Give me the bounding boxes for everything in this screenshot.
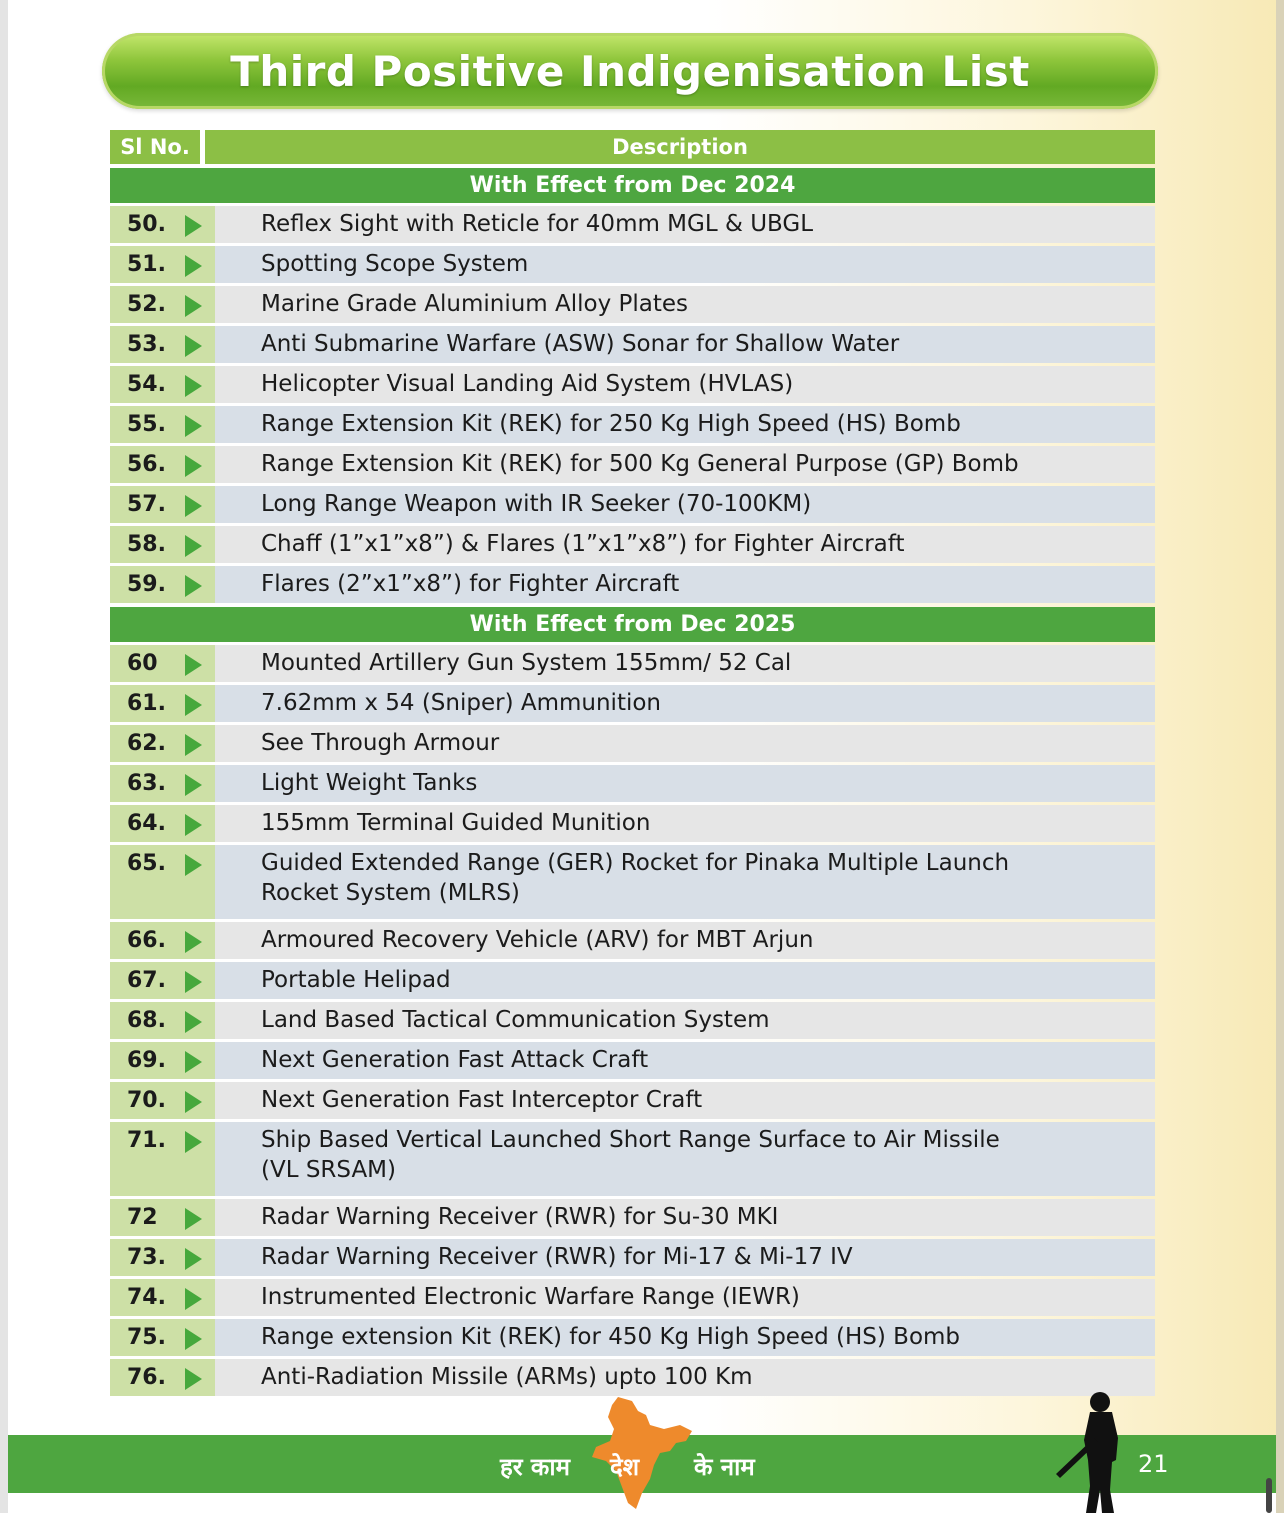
table-row: [110, 246, 1155, 283]
arrow-right-icon: [185, 654, 202, 676]
sl-no-cell: [110, 1239, 215, 1276]
sl-no-cell: [110, 922, 215, 959]
sl-no-cell: [110, 1042, 215, 1079]
description-text: Anti-Radiation Missile (ARMs) upto 100 Km: [261, 1364, 753, 1390]
sl-no-cell: [110, 1279, 215, 1316]
table-row: [110, 566, 1155, 603]
table-row: [110, 1002, 1155, 1039]
description-text: 7.62mm x 54 (Sniper) Ammunition: [261, 690, 662, 716]
section-heading: With Effect from Dec 2024: [110, 168, 1155, 203]
description-cell: [215, 366, 1155, 403]
item-number: 51.: [127, 252, 166, 277]
sl-no-cell: [110, 1319, 215, 1356]
sl-no-cell: [110, 326, 215, 363]
item-number: 57.: [127, 492, 166, 517]
sl-no-cell: [110, 526, 215, 563]
description-text-line-2: (VL SRSAM): [261, 1157, 396, 1183]
item-number: 50.: [127, 212, 166, 237]
description-cell: [215, 1279, 1155, 1316]
item-number: 69.: [127, 1048, 166, 1073]
sl-no-cell: [110, 1082, 215, 1119]
table-row: [110, 406, 1155, 443]
sl-no-cell: [110, 962, 215, 999]
table-row: [110, 685, 1155, 722]
title-banner: [102, 33, 1158, 109]
arrow-right-icon: [185, 495, 202, 517]
arrow-right-icon: [185, 694, 202, 716]
table-row: [110, 645, 1155, 682]
description-cell: [215, 1002, 1155, 1039]
arrow-right-icon: [185, 1051, 202, 1073]
description-cell: [215, 246, 1155, 283]
description-text: Flares (2”x1”x8”) for Fighter Aircraft: [261, 571, 680, 597]
item-number: 72: [127, 1205, 158, 1230]
description-text: Long Range Weapon with IR Seeker (70-100KM): [261, 491, 812, 517]
sl-no-cell: [110, 685, 215, 722]
arrow-right-icon: [185, 375, 202, 397]
table-row: [110, 286, 1155, 323]
sl-no-cell: [110, 446, 215, 483]
description-cell: [215, 446, 1155, 483]
table-row: [110, 805, 1155, 842]
arrow-right-icon: [185, 734, 202, 756]
description-text: Next Generation Fast Interceptor Craft: [261, 1087, 703, 1113]
description-text: Ship Based Vertical Launched Short Range Surface to Air Missile: [261, 1127, 1000, 1153]
sl-no-cell: [110, 1002, 215, 1039]
arrow-right-icon: [185, 774, 202, 796]
slogan-part-2: देश: [610, 1453, 640, 1481]
description-text: See Through Armour: [261, 730, 500, 756]
description-text: Radar Warning Receiver (RWR) for Su-30 MKI: [261, 1204, 779, 1230]
arrow-right-icon: [185, 215, 202, 237]
table-row: [110, 1199, 1155, 1236]
item-number: 60: [127, 651, 158, 676]
table-row: [110, 526, 1155, 563]
table-row: [110, 725, 1155, 762]
table-row: [110, 1359, 1155, 1396]
arrow-right-icon: [185, 255, 202, 277]
arrow-right-icon: [185, 814, 202, 836]
slogan-part-1: हर काम: [500, 1453, 570, 1481]
item-number: 63.: [127, 771, 166, 796]
description-cell: [215, 962, 1155, 999]
description-text: Chaff (1”x1”x8”) & Flares (1”x1”x8”) for Fighter Aircraft: [261, 531, 905, 557]
arrow-right-icon: [185, 854, 202, 876]
arrow-right-icon: [185, 415, 202, 437]
description-text: Spotting Scope System: [261, 251, 529, 277]
sl-no-cell: [110, 246, 215, 283]
description-text: Helicopter Visual Landing Aid System (HVLAS): [261, 371, 794, 397]
page-right-edge: [1276, 0, 1284, 1513]
description-text: Land Based Tactical Communication System: [261, 1007, 770, 1033]
slogan-part-3: के नाम: [694, 1453, 755, 1481]
item-number: 75.: [127, 1325, 166, 1350]
sl-no-cell: [110, 406, 215, 443]
table-row: [110, 1042, 1155, 1079]
description-text: Mounted Artillery Gun System 155mm/ 52 Cal: [261, 650, 792, 676]
item-number: 59.: [127, 572, 166, 597]
sl-no-cell: [110, 286, 215, 323]
item-number: 68.: [127, 1008, 166, 1033]
arrow-right-icon: [185, 575, 202, 597]
description-cell: [215, 645, 1155, 682]
item-number: 73.: [127, 1245, 166, 1270]
table-row: [110, 206, 1155, 243]
description-cell: [215, 685, 1155, 722]
sl-no-cell: [110, 845, 215, 919]
description-cell: [215, 286, 1155, 323]
arrow-right-icon: [185, 931, 202, 953]
indigenisation-table: [110, 130, 1155, 1396]
arrow-right-icon: [185, 455, 202, 477]
item-number: 64.: [127, 811, 166, 836]
item-number: 76.: [127, 1365, 166, 1390]
table-header: [110, 130, 1155, 164]
table-body: [110, 168, 1155, 1396]
item-number: 52.: [127, 292, 166, 317]
arrow-right-icon: [185, 1248, 202, 1270]
table-row: [110, 486, 1155, 523]
description-text: Reflex Sight with Reticle for 40mm MGL & UBGL: [261, 211, 814, 237]
arrow-right-icon: [185, 295, 202, 317]
table-row: [110, 366, 1155, 403]
arrow-right-icon: [185, 1131, 202, 1153]
item-number: 65.: [127, 851, 166, 876]
description-cell: [215, 1239, 1155, 1276]
description-text: Radar Warning Receiver (RWR) for Mi-17 & Mi-17 IV: [261, 1244, 853, 1270]
sl-no-cell: [110, 805, 215, 842]
item-number: 66.: [127, 928, 166, 953]
description-cell: [215, 326, 1155, 363]
item-number: 58.: [127, 532, 166, 557]
description-text: 155mm Terminal Guided Munition: [261, 810, 651, 836]
description-cell: [215, 566, 1155, 603]
arrow-right-icon: [185, 971, 202, 993]
item-number: 53.: [127, 332, 166, 357]
description-cell: [215, 486, 1155, 523]
item-number: 61.: [127, 691, 166, 716]
description-cell: [215, 922, 1155, 959]
sl-no-cell: [110, 645, 215, 682]
sl-no-cell: [110, 206, 215, 243]
column-header-sl-no: Sl No.: [110, 130, 200, 164]
table-row: [110, 765, 1155, 802]
table-row: [110, 1239, 1155, 1276]
description-cell: [215, 1082, 1155, 1119]
item-number: 55.: [127, 412, 166, 437]
page-title: Third Positive Indigenisation List: [230, 46, 1030, 96]
sl-no-cell: [110, 1199, 215, 1236]
description-text: Guided Extended Range (GER) Rocket for Pinaka Multiple Launch: [261, 850, 1010, 876]
item-number: 56.: [127, 452, 166, 477]
description-cell: [215, 1199, 1155, 1236]
description-cell: [215, 1122, 1155, 1196]
arrow-right-icon: [185, 1208, 202, 1230]
description-cell: [215, 725, 1155, 762]
description-cell: [215, 845, 1155, 919]
table-row: [110, 962, 1155, 999]
description-cell: [215, 206, 1155, 243]
description-cell: [215, 1319, 1155, 1356]
table-row: [110, 1122, 1155, 1196]
table-row: [110, 1319, 1155, 1356]
item-number: 70.: [127, 1088, 166, 1113]
description-text-line-2: Rocket System (MLRS): [261, 880, 520, 906]
table-row: [110, 326, 1155, 363]
arrow-right-icon: [185, 1091, 202, 1113]
description-cell: [215, 1042, 1155, 1079]
arrow-right-icon: [185, 1328, 202, 1350]
table-row: [110, 922, 1155, 959]
table-row: [110, 1279, 1155, 1316]
table-row: [110, 845, 1155, 919]
sl-no-cell: [110, 725, 215, 762]
arrow-right-icon: [185, 1288, 202, 1310]
page-left-edge: [0, 0, 8, 1513]
description-text: Range Extension Kit (REK) for 500 Kg General Purpose (GP) Bomb: [261, 451, 1019, 477]
item-number: 74.: [127, 1285, 166, 1310]
arrow-right-icon: [185, 1011, 202, 1033]
item-number: 54.: [127, 372, 166, 397]
sl-no-cell: [110, 1122, 215, 1196]
description-text: Range Extension Kit (REK) for 250 Kg High Speed (HS) Bomb: [261, 411, 961, 437]
item-number: 71.: [127, 1128, 166, 1153]
india-map-icon: [580, 1395, 700, 1513]
sl-no-cell: [110, 366, 215, 403]
description-text: Marine Grade Aluminium Alloy Plates: [261, 291, 689, 317]
description-text: Anti Submarine Warfare (ASW) Sonar for Shallow Water: [261, 331, 900, 357]
sl-no-cell: [110, 765, 215, 802]
description-text: Next Generation Fast Attack Craft: [261, 1047, 649, 1073]
description-text: Instrumented Electronic Warfare Range (IEWR): [261, 1284, 800, 1310]
soldier-silhouette-icon: [1050, 1390, 1130, 1513]
description-text: Portable Helipad: [261, 967, 451, 993]
description-text: Armoured Recovery Vehicle (ARV) for MBT Arjun: [261, 927, 814, 953]
item-number: 62.: [127, 731, 166, 756]
sl-no-cell: [110, 1359, 215, 1396]
item-number: 67.: [127, 968, 166, 993]
table-row: [110, 446, 1155, 483]
description-cell: [215, 406, 1155, 443]
sl-no-cell: [110, 486, 215, 523]
arrow-right-icon: [185, 335, 202, 357]
description-text: Light Weight Tanks: [261, 770, 478, 796]
table-row: [110, 1082, 1155, 1119]
description-cell: [215, 526, 1155, 563]
description-cell: [215, 805, 1155, 842]
description-cell: [215, 1359, 1155, 1396]
description-cell: [215, 765, 1155, 802]
arrow-right-icon: [185, 535, 202, 557]
sl-no-cell: [110, 566, 215, 603]
column-header-description: Description: [205, 130, 1155, 164]
scrollbar-thumb[interactable]: [1266, 1478, 1272, 1513]
section-heading: With Effect from Dec 2025: [110, 607, 1155, 642]
arrow-right-icon: [185, 1368, 202, 1390]
page-number: 21: [1138, 1450, 1169, 1478]
description-text: Range extension Kit (REK) for 450 Kg High Speed (HS) Bomb: [261, 1324, 961, 1350]
